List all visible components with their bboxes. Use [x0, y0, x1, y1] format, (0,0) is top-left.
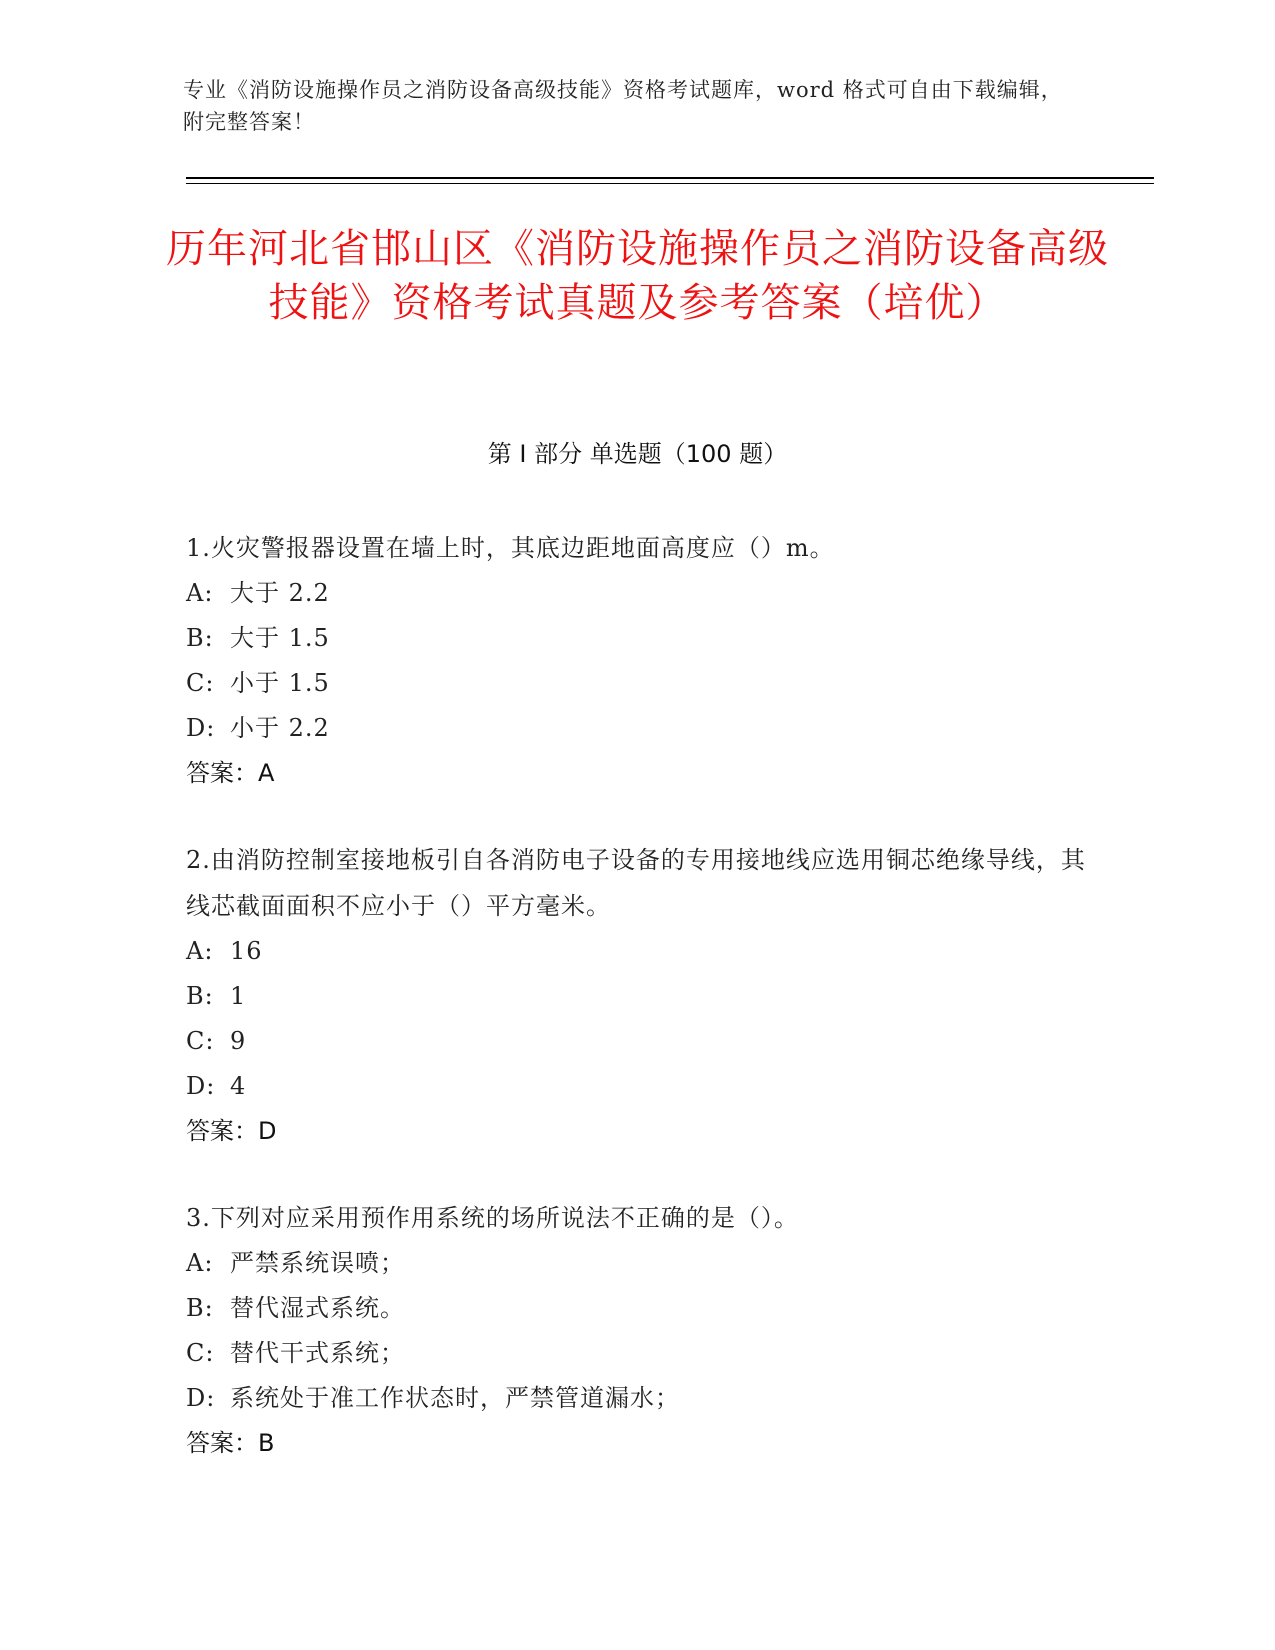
option-text: 系统处于准工作状态时，严禁管道漏水；	[230, 1384, 680, 1412]
option-text: 大于 1.5	[230, 624, 330, 652]
question-stem: 3.下列对应采用预作用系统的场所说法不正确的是（）。	[186, 1204, 799, 1232]
header-divider-thin	[186, 183, 1154, 184]
option-letter: D:	[186, 714, 216, 742]
option-letter: D:	[186, 1072, 216, 1100]
option-letter: C:	[186, 669, 215, 697]
option-letter: A:	[186, 1249, 214, 1277]
question-stem: 2.由消防控制室接地板引自各消防电子设备的专用接地线应选用铜芯绝缘导线，其线芯截面面积不应小于（）平方毫米。	[186, 846, 1086, 920]
option-text: 小于 1.5	[230, 669, 330, 697]
option-c	[186, 1019, 1086, 1064]
option-c	[186, 1331, 1086, 1376]
option-d	[186, 1376, 1086, 1421]
option-text: 小于 2.2	[230, 714, 330, 742]
option-b	[186, 1286, 1086, 1331]
option-text: 9	[230, 1027, 247, 1055]
option-text: 严禁系统误喷；	[230, 1249, 405, 1277]
option-a	[186, 571, 1086, 616]
option-b	[186, 616, 1086, 661]
question-1	[186, 525, 1086, 796]
option-letter: B:	[186, 982, 214, 1010]
answer-line: 答案：B	[186, 1429, 275, 1457]
option-text: 替代湿式系统。	[230, 1294, 405, 1322]
question-2	[186, 837, 1086, 1154]
question-3	[186, 1195, 1086, 1466]
header-note: 专业《消防设施操作员之消防设备高级技能》资格考试题库，word 格式可自由下载编辑，附完整答案！	[183, 78, 1063, 134]
option-letter: B:	[186, 624, 214, 652]
option-a	[186, 1241, 1086, 1286]
option-letter: D:	[186, 1384, 216, 1412]
option-text: 1	[230, 982, 247, 1010]
option-letter: A:	[186, 937, 214, 965]
question-list	[186, 525, 1086, 1507]
option-text: 16	[230, 937, 263, 965]
answer-line: 答案：D	[186, 1117, 277, 1145]
section-title: 第 I 部分 单选题（100 题）	[487, 440, 788, 468]
option-text: 替代干式系统；	[230, 1339, 405, 1367]
option-text: 大于 2.2	[230, 579, 330, 607]
document-title: 历年河北省邯山区《消防设施操作员之消防设备高级技能》资格考试真题及参考答案（培优）	[166, 226, 1109, 326]
option-c	[186, 661, 1086, 706]
option-letter: B:	[186, 1294, 214, 1322]
option-letter: C:	[186, 1027, 215, 1055]
option-d	[186, 706, 1086, 751]
option-letter: A:	[186, 579, 214, 607]
answer-line: 答案：A	[186, 759, 275, 787]
option-b	[186, 974, 1086, 1019]
option-text: 4	[230, 1072, 247, 1100]
header-divider-thick	[186, 177, 1154, 179]
option-d	[186, 1064, 1086, 1109]
option-a	[186, 929, 1086, 974]
question-stem: 1.火灾警报器设置在墙上时，其底边距地面高度应（）m。	[186, 534, 835, 562]
option-letter: C:	[186, 1339, 215, 1367]
